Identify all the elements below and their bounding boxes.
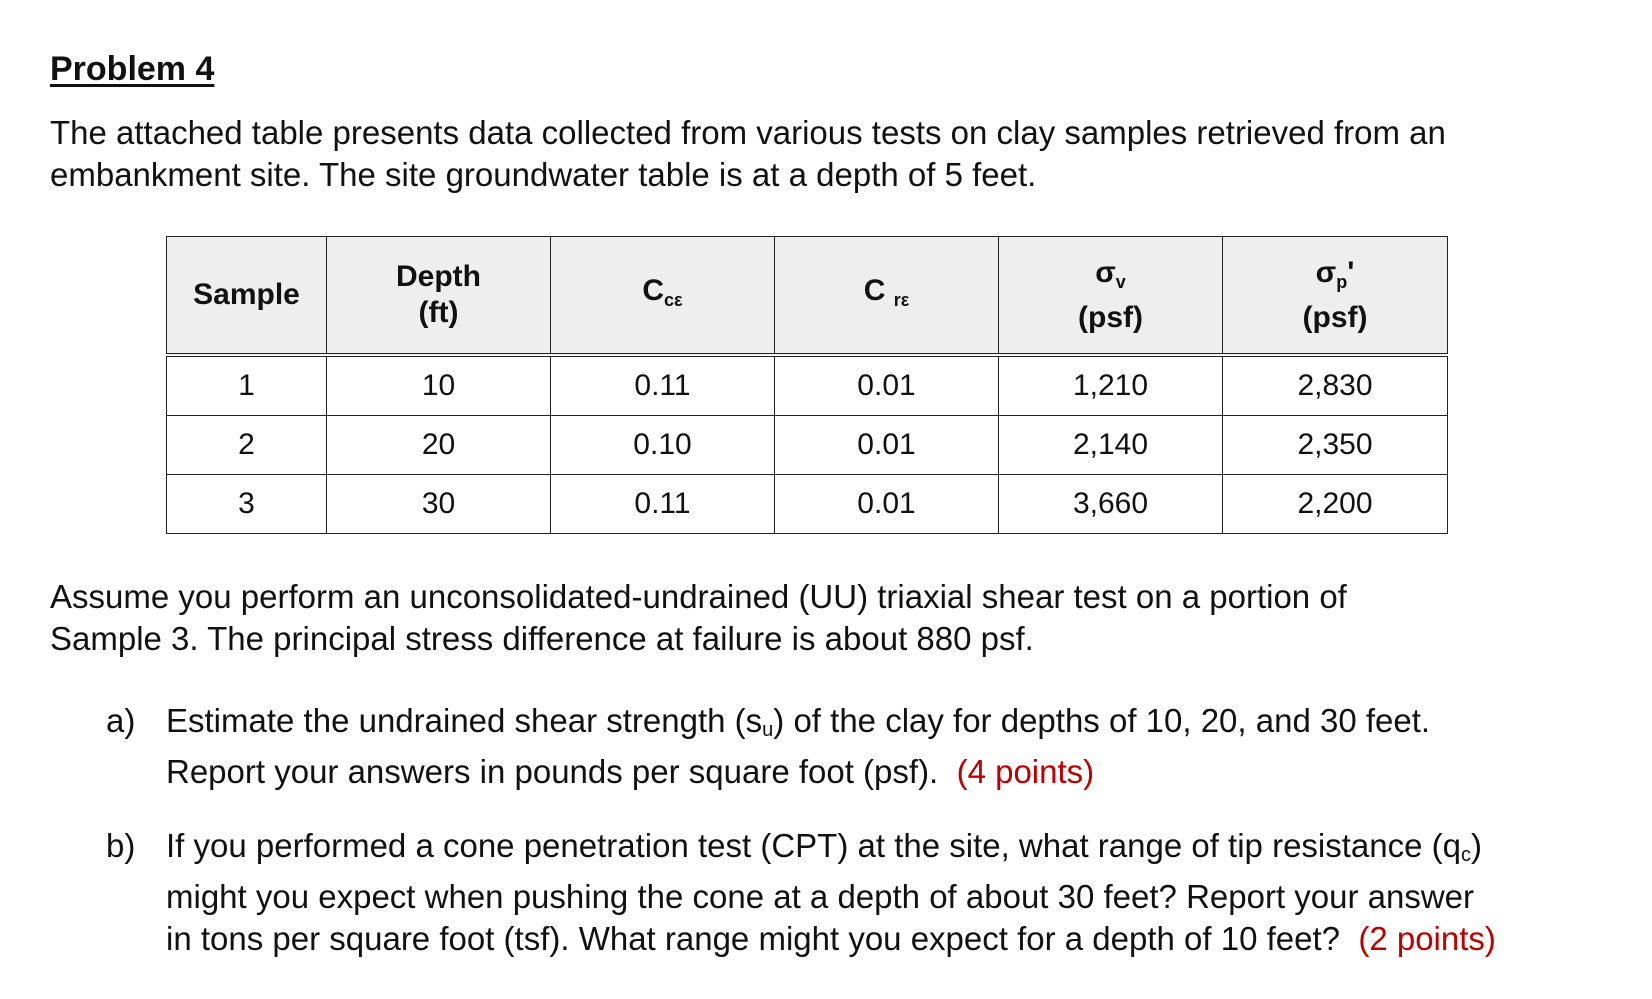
table-row [167, 355, 1448, 416]
header-sp-unit: (psf) [1302, 300, 1368, 334]
assume-line-2: Sample 3. The principal stress difference at failure is about 880 psf. [50, 620, 1034, 657]
table-header-row [167, 237, 1448, 356]
cell-cce: 0.11 [551, 355, 775, 416]
header-sv-unit: (psf) [1078, 300, 1143, 334]
header-depth-unit: (ft) [418, 296, 459, 329]
header-depth-label: Depth [396, 260, 481, 293]
header-cce-symbol: C [642, 273, 665, 307]
question-a-subscript: u [762, 719, 774, 741]
table-row [167, 416, 1448, 475]
cell-sv: 1,210 [999, 355, 1223, 416]
question-b-line3-text: in tons per square foot (tsf). What range might you expect for a depth of 10 feet? [166, 920, 1340, 957]
question-b-body [166, 825, 1496, 960]
cell-sp: 2,200 [1223, 475, 1448, 534]
question-b-points: (2 points) [1358, 920, 1496, 957]
cell-cre: 0.01 [775, 475, 999, 534]
header-cre-symbol: C [863, 273, 886, 307]
cell-cce: 0.10 [551, 416, 775, 475]
question-b-line1-pre: If you performed a cone penetration test (CPT) at the site, what range of tip resistance (q [166, 827, 1461, 864]
header-recompression-ratio [775, 237, 999, 356]
header-sp-subscript: p [1336, 271, 1348, 292]
header-sp-symbol-wrap [1223, 255, 1447, 300]
intro-line-1: The attached table presents data collected from various tests on clay samples retrieved from an [50, 114, 1446, 151]
header-sample: Sample [167, 237, 327, 356]
header-sp-symbol: σ [1315, 255, 1337, 289]
header-cre-subscript: rε [893, 289, 910, 310]
intro-paragraph [50, 112, 1610, 196]
header-compression-ratio [551, 237, 775, 356]
question-b-line1-post: ) [1471, 827, 1482, 864]
cell-depth: 30 [327, 475, 551, 534]
cell-cre: 0.01 [775, 355, 999, 416]
cell-sample: 1 [167, 355, 327, 416]
assume-line-1: Assume you perform an unconsolidated-undrained (UU) triaxial shear test on a portion of [50, 578, 1347, 615]
question-b-letter: b) [106, 827, 136, 864]
question-a-line-1 [166, 700, 1430, 751]
header-cce-subscript: cε [664, 289, 683, 310]
cell-depth: 10 [327, 355, 551, 416]
header-sp-prime: ' [1347, 255, 1355, 289]
question-a-points: (4 points) [956, 753, 1095, 790]
question-a-line1-post: ) of the clay for depths of 10, 20, and 30 feet. [773, 702, 1431, 739]
intro-line-2: embankment site. The site groundwater table is at a depth of 5 feet. [50, 156, 1037, 193]
question-b-subscript: c [1461, 844, 1471, 866]
cell-cre: 0.01 [775, 416, 999, 475]
header-vertical-stress [999, 237, 1223, 356]
problem-title: Problem 4 [50, 50, 215, 88]
header-sv-subscript: v [1115, 271, 1126, 292]
question-b-line-1 [166, 825, 1496, 876]
cell-cce: 0.11 [551, 475, 775, 534]
cell-depth: 20 [327, 416, 551, 475]
cell-sp: 2,350 [1223, 416, 1448, 475]
cell-sv: 3,660 [999, 475, 1223, 534]
header-depth [327, 237, 551, 356]
assumption-paragraph [50, 576, 1347, 660]
header-sv-symbol: σ [1095, 255, 1116, 289]
cell-sp: 2,830 [1223, 355, 1448, 416]
question-b-line-3 [166, 918, 1496, 960]
header-preconsolidation-stress [1223, 237, 1448, 356]
question-a-line2-text: Report your answers in pounds per square foot (psf). [166, 753, 939, 790]
cell-sample: 2 [167, 416, 327, 475]
question-a-body [166, 700, 1430, 793]
question-b-line-2: might you expect when pushing the cone at a depth of about 30 feet? Report your answer [166, 878, 1475, 915]
cell-sample: 3 [167, 475, 327, 534]
table-row [167, 475, 1448, 534]
clay-data-table [166, 236, 1448, 534]
header-sv-symbol-wrap [999, 255, 1222, 300]
question-a-line-2 [166, 751, 1430, 793]
cell-sv: 2,140 [999, 416, 1223, 475]
question-a-letter: a) [106, 702, 136, 739]
question-a-line1-pre: Estimate the undrained shear strength (s [166, 702, 763, 739]
